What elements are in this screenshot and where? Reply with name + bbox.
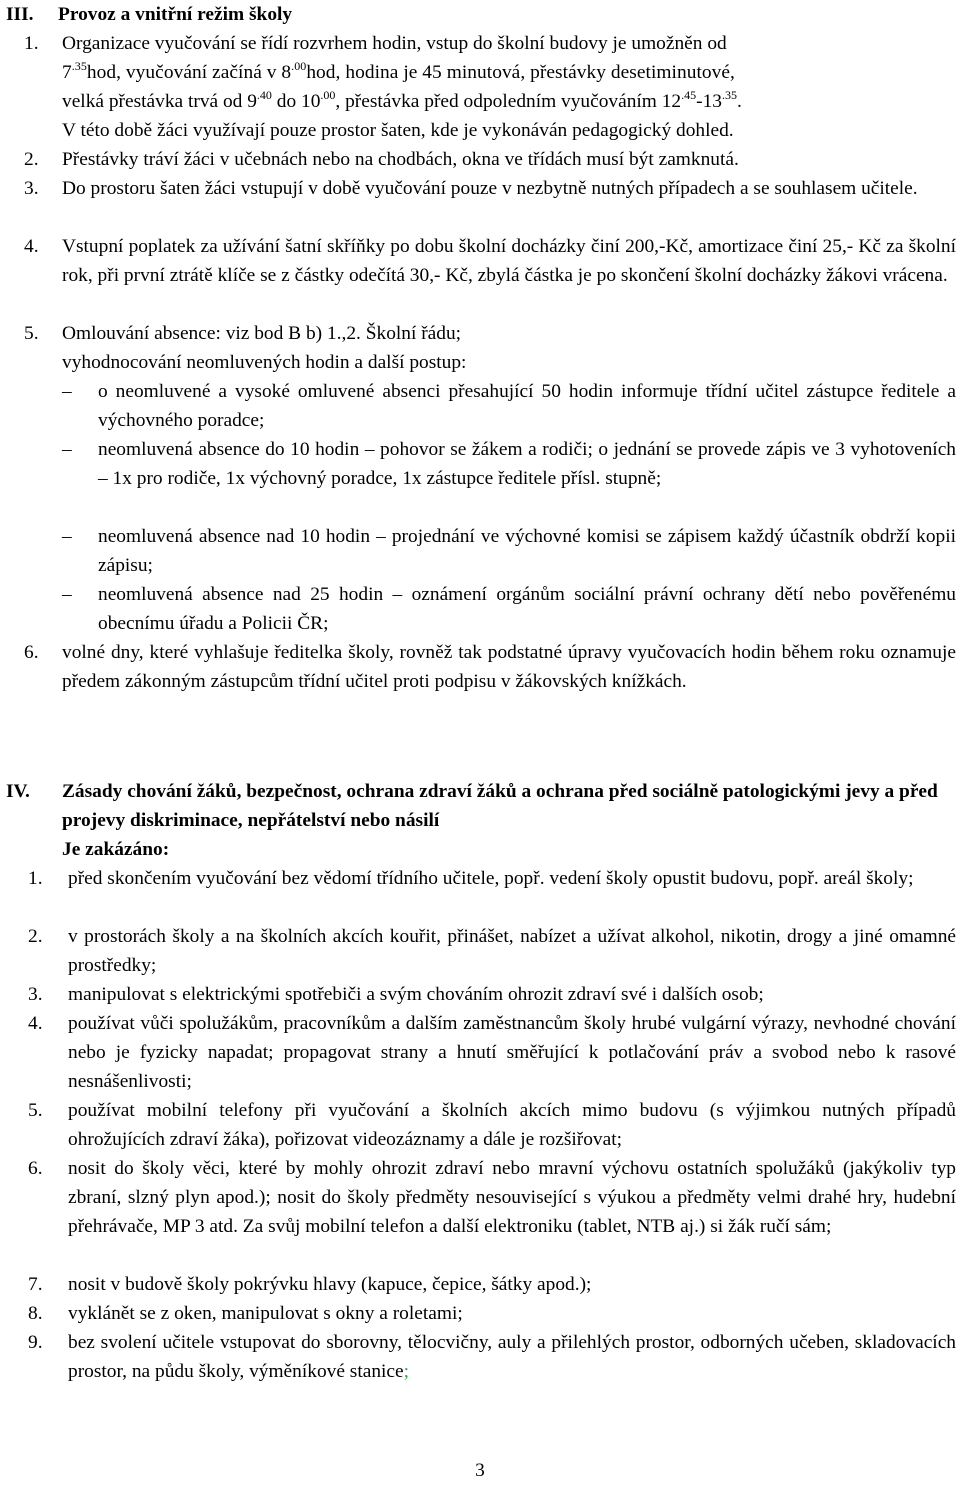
section-3-number: III.	[6, 4, 34, 25]
item-number: 6.	[28, 1158, 43, 1179]
item-text: používat vůči spolužákům, pracovníkům a dalším zaměstnancům školy hrubé vulgární výrazy, nevhodné chování nebo je fyzicky napadat; propagovat strany a hnutí směřující k potlačování práv a svobod nebo k rasové nesnášenlivosti;	[68, 1013, 956, 1092]
section-3-item-5	[24, 319, 956, 348]
item-number: 1.	[28, 868, 43, 889]
forbidden-heading: Je zakázáno:	[62, 839, 170, 860]
dash-marker: –	[62, 439, 72, 460]
item-text: manipulovat s elektrickými spotřebiči a svým chováním ohrozit zdraví své i dalších osob;	[68, 984, 764, 1005]
bullet-text: neomluvená absence nad 25 hodin – oznámení orgánům sociální právní ochrany dětí nebo pověřenému obecnímu úřadu a Policii ČR;	[98, 584, 956, 634]
item-number: 5.	[28, 1100, 43, 1121]
item-number: 3.	[28, 984, 43, 1005]
bullet-text: neomluvená absence do 10 hodin – pohovor se žákem a rodiči; o jednání se provede zápis ve 3 vyhotoveních – 1x pro rodiče, 1x výchovný poradce, 1x zástupce ředitele přísl. stupně;	[98, 439, 956, 489]
section-3-item-4	[24, 232, 956, 290]
absence-bullet-1	[62, 377, 956, 435]
forbidden-item-1	[28, 864, 956, 893]
page-number: 3	[475, 1460, 485, 1481]
item-text	[62, 29, 956, 58]
item-number: 2.	[28, 926, 43, 947]
item-number: 7.	[28, 1274, 43, 1295]
section-3-heading	[6, 0, 956, 29]
green-semicolon: ;	[403, 1361, 410, 1382]
item-text: bez svolení učitele vstupovat do sborovny, tělocvičny, auly a přilehlých prostor, odborných učeben, skladovacích prostor, na půdu školy, výměníkové stanice;	[68, 1332, 956, 1382]
section-3-item-1-line-3: velká přestávka trvá od $9^{.40}$ do $10^{.00}$, přestávka před odpoledním vyučováním $12^{.45}-13^{.35}$.	[62, 88, 742, 112]
forbidden-item-5	[28, 1096, 956, 1154]
bullet-text: o neomluvené a vysoké omluvené absenci přesahující 50 hodin informuje třídní učitel zástupce ředitele a výchovného poradce;	[98, 381, 956, 431]
section-3-item-1-line-2: $7^{.35}hod$, vyučování začíná v $8^{.00}hod$, hodina je 45 minutová, přestávky desetiminutové,	[62, 59, 735, 83]
section-3-item-5-subtext: vyhodnocování neomluvených hodin a další postup:	[62, 352, 467, 373]
forbidden-item-8	[28, 1299, 956, 1328]
section-3-item-3	[24, 174, 956, 203]
forbidden-item-2	[28, 922, 956, 980]
item-number: 8.	[28, 1303, 43, 1324]
item-text: Vstupní poplatek za užívání šatní skříňky po dobu školní docházky činí 200,-Kč, amortizace činí 25,- Kč za školní rok, při první ztrátě klíče se z částky odečítá 30,- Kč, zbylá částka je po skončení školní docházky žákovi vrácena.	[62, 236, 956, 286]
section-4-title: Zásady chování žáků, bezpečnost, ochrana zdraví žáků a ochrana před sociálně patologickými jevy a před projevy diskriminace, nepřátelství nebo násilí	[62, 781, 938, 831]
item-text: Omlouvání absence: viz bod B b) 1.,2. Školní řádu;	[62, 323, 462, 344]
bullet-text: neomluvená absence nad 10 hodin – projednání ve výchovné komisi se zápisem každý účastník obdrží kopii zápisu;	[98, 526, 956, 576]
section-3-item-6	[24, 638, 956, 696]
section-4-heading	[6, 777, 956, 835]
item-number: 9.	[28, 1332, 43, 1353]
item-number: 4.	[28, 1013, 43, 1034]
section-4-number: IV.	[6, 781, 30, 802]
section-3-item-1-line-4: V této době žáci využívají pouze prostor šaten, kde je vykonáván pedagogický dohled.	[62, 120, 734, 141]
item-text: nosit v budově školy pokrývku hlavy (kapuce, čepice, šátky apod.);	[68, 1274, 592, 1295]
item-number: 6.	[24, 642, 39, 663]
item-number: 5.	[24, 323, 39, 344]
forbidden-item-4	[28, 1009, 956, 1096]
item-text: v prostorách školy a na školních akcích kouřit, přinášet, nabízet a užívat alkohol, nikotin, drogy a jiné omamné prostředky;	[68, 926, 956, 976]
section-3-title: Provoz a vnitřní režim školy	[58, 4, 293, 25]
forbidden-item-7	[28, 1270, 956, 1299]
item-text: před skončením vyučování bez vědomí třídního učitele, popř. vedení školy opustit budovu, popř. areál školy;	[68, 868, 914, 889]
item-text: vyklánět se z oken, manipulovat s okny a roletami;	[68, 1303, 463, 1324]
item-number: 4.	[24, 236, 39, 257]
forbidden-item-9	[28, 1328, 956, 1386]
item-text: volné dny, které vyhlašuje ředitelka školy, rovněž tak podstatné úpravy vyučovacích hodin během roku oznamuje předem zákonným zástupcům třídní učitel proti podpisu v žákovských knížkách.	[62, 642, 956, 692]
absence-bullet-3	[62, 522, 956, 580]
dash-marker: –	[62, 381, 72, 402]
item-text: používat mobilní telefony při vyučování a školních akcích mimo budovu (s výjimkou nutných případů ohrožujících zdraví žáka), pořizovat videozáznamy a dále je rozšiřovat;	[68, 1100, 956, 1150]
item-number: 1.	[24, 33, 39, 54]
dash-marker: –	[62, 584, 72, 605]
forbidden-item-3	[28, 980, 956, 1009]
item-1-line-1: Organizace vyučování se řídí rozvrhem hodin, vstup do školní budovy je umožněn od	[62, 33, 727, 54]
item-number: 3.	[24, 178, 39, 199]
item-number: 2.	[24, 149, 39, 170]
absence-bullet-2	[62, 435, 956, 493]
item-text: Přestávky tráví žáci v učebnách nebo na chodbách, okna ve třídách musí být zamknutá.	[62, 149, 739, 170]
section-3-item-2	[24, 145, 956, 174]
section-3-item-1	[24, 29, 956, 58]
item-text: nosit do školy věci, které by mohly ohrozit zdraví nebo mravní výchovu ostatních spolužáků (jakýkoliv typ zbraní, slzný plyn apod.); nosit do školy předměty nesouvisející s výukou a předměty velmi drahé hry, hudební přehrávače, MP 3 atd. Za svůj mobilní telefon a další elektroniku (tablet, NTB aj.) si žák ručí sám;	[68, 1158, 956, 1237]
forbidden-item-6	[28, 1154, 956, 1241]
item-text: Do prostoru šaten žáci vstupují v době vyučování pouze v nezbytně nutných případech a se souhlasem učitele.	[62, 178, 918, 199]
dash-marker: –	[62, 526, 72, 547]
absence-bullet-4	[62, 580, 956, 638]
